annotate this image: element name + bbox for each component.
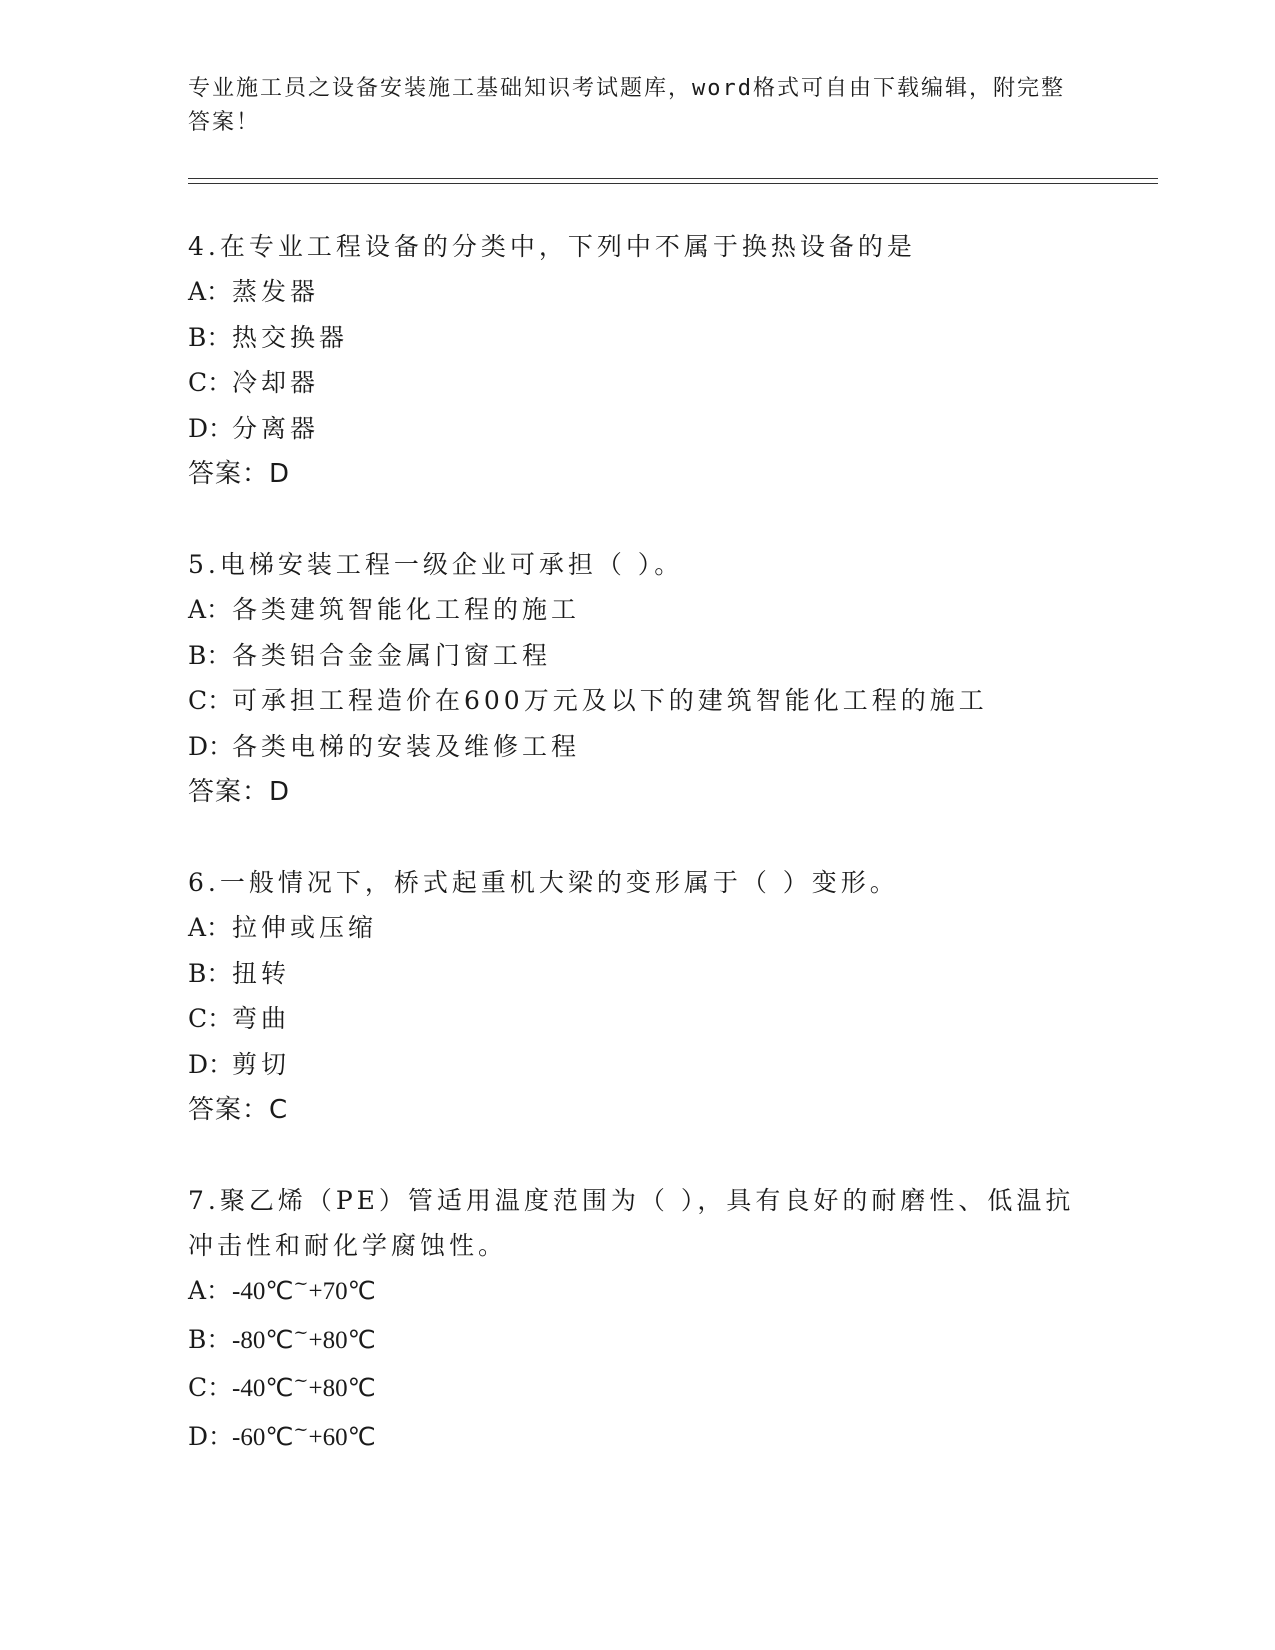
- question-7: [188, 1178, 1088, 1462]
- option-a: [188, 269, 1088, 315]
- option-key: A：: [188, 1276, 232, 1305]
- option-c: [188, 996, 1088, 1042]
- option-d: [188, 406, 1088, 452]
- option-b: [188, 315, 1088, 361]
- option-a: [188, 1268, 1088, 1317]
- option-key: D：: [188, 731, 234, 761]
- question-6: [188, 860, 1088, 1133]
- option-key: B：: [188, 322, 232, 352]
- option-key: C：: [188, 368, 233, 397]
- option-key: B：: [188, 1324, 232, 1354]
- option-b: [188, 951, 1088, 997]
- option-key: A：: [188, 595, 232, 624]
- answer-line: 答案：C: [188, 1095, 289, 1125]
- temp-low: -60℃: [232, 1423, 294, 1451]
- option-a: [188, 587, 1088, 633]
- option-text: 各类建筑智能化工程的施工: [232, 595, 581, 624]
- option-key: C：: [188, 686, 233, 715]
- option-key: D：: [188, 1421, 234, 1451]
- tilde-mark: ~: [293, 1321, 309, 1343]
- option-key: A：: [188, 277, 232, 306]
- question-5: [188, 542, 1088, 815]
- option-b: [188, 1317, 1088, 1366]
- temp-low: -80℃: [232, 1326, 294, 1354]
- option-a: [188, 905, 1088, 951]
- temp-high: +70℃: [308, 1278, 376, 1305]
- option-key: B：: [188, 958, 232, 988]
- option-c: [188, 360, 1088, 406]
- tilde-mark: ~: [293, 1370, 309, 1391]
- tilde-mark: ~: [293, 1418, 309, 1440]
- temp-low: -40℃: [232, 1278, 294, 1305]
- option-key: A：: [188, 913, 232, 942]
- temp-low: -40℃: [232, 1375, 294, 1402]
- option-key: D：: [188, 413, 234, 443]
- option-key: C：: [188, 1373, 233, 1402]
- option-c: [188, 678, 1088, 724]
- option-text: 各类铝合金金属门窗工程: [232, 640, 552, 670]
- question-stem: 6.一般情况下，桥式起重机大梁的变形属于（ ）变形。: [188, 868, 899, 897]
- option-key: B：: [188, 640, 232, 670]
- answer-line: 答案：D: [188, 459, 291, 489]
- temp-high: +60℃: [308, 1423, 376, 1451]
- option-b: [188, 633, 1088, 679]
- option-key: C：: [188, 1004, 233, 1033]
- question-stem: 5.电梯安装工程一级企业可承担（ ）。: [188, 550, 684, 579]
- question-stem: 4.在专业工程设备的分类中，下列中不属于换热设备的是: [188, 232, 916, 261]
- option-d: [188, 724, 1088, 770]
- tilde-mark: ~: [293, 1273, 309, 1294]
- option-c: [188, 1365, 1088, 1414]
- option-text: 热交换器: [232, 322, 349, 352]
- header-double-rule: [188, 178, 1158, 184]
- option-key: D：: [188, 1049, 234, 1079]
- option-text: 拉伸或压缩: [232, 913, 378, 942]
- question-stem: 7.聚乙烯（PE）管适用温度范围为（ ），具有良好的耐磨性、低温抗冲击性和耐化学腐蚀性。: [188, 1186, 1075, 1260]
- option-text: 剪切: [232, 1049, 291, 1079]
- option-text: 各类电梯的安装及维修工程: [232, 731, 581, 761]
- temp-high: +80℃: [308, 1375, 376, 1402]
- option-d: [188, 1042, 1088, 1088]
- option-text: 蒸发器: [232, 277, 320, 306]
- answer-line: 答案：D: [188, 777, 291, 807]
- question-4: [188, 224, 1088, 497]
- option-text: 分离器: [232, 413, 320, 443]
- option-text: 弯曲: [232, 1004, 291, 1033]
- option-d: [188, 1414, 1088, 1463]
- option-text: 扭转: [232, 958, 291, 988]
- option-text: 可承担工程造价在600万元及以下的建筑智能化工程的施工: [232, 686, 988, 715]
- option-text: 冷却器: [232, 368, 320, 397]
- temp-high: +80℃: [308, 1326, 376, 1354]
- document-header: 专业施工员之设备安装施工基础知识考试题库，word格式可自由下载编辑，附完整答案！: [188, 76, 1065, 135]
